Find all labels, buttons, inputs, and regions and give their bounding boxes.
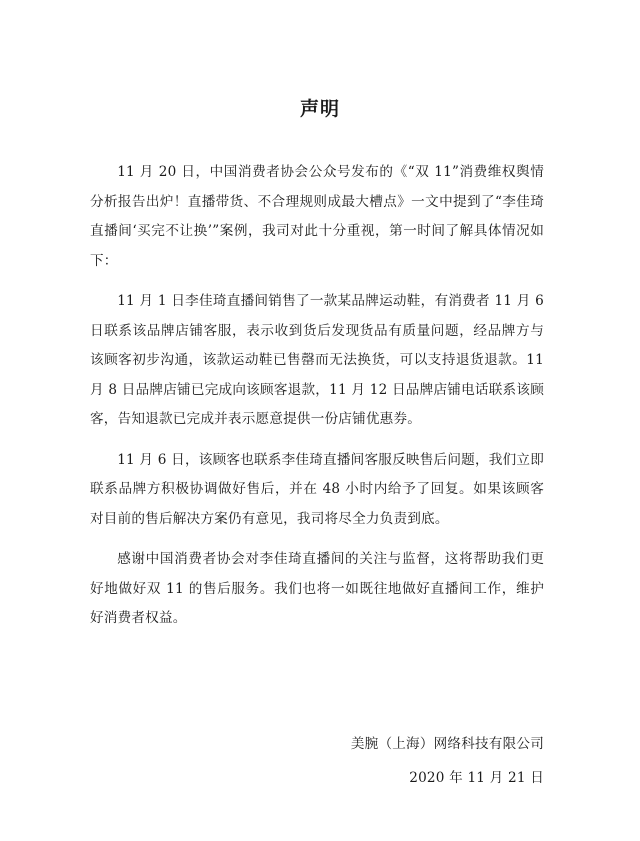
signature-date: 2020 年 11 月 21 日 [409,770,544,786]
signature-company: 美腕（上海）网络科技有限公司 [350,736,544,752]
paragraph-sales-details: 11 月 1 日李佳琦直播间销售了一款某品牌运动鞋，有消费者 11 月 6 日联系该品牌店铺客服，表示收到货后发现货品有质量问题，经品牌方与该顾客初步沟通，该款运动鞋已售罄而无法换货，可以支持退货退款。11 月 8 日品牌店铺已完成向该顾客退款，11 月 12 日品牌店铺电话联系该顾客，告知退款已完成并表示愿意提供一份店铺优惠券。 [90,293,544,427]
paragraph-intro: 11 月 20 日，中国消费者协会公众号发布的《“双 11”消费维权舆情分析报告出炉！直播带货、不合理规则成最大槽点》一文中提到了“李佳琦直播间‘买完不让换’”案例，我司对此十分重视，第一时间了解具体情况如下： [90,164,544,269]
document-title: 声明 [299,98,340,120]
paragraph-customer-service: 11 月 6 日，该顾客也联系李佳琦直播间客服反映售后问题，我们立即联系品牌方积极协调做好售后，并在 48 小时内给予了回复。如果该顾客对目前的售后解决方案仍有意见，我司将尽全力负责到底。 [90,451,544,527]
paragraph-thanks: 感谢中国消费者协会对李佳琦直播间的关注与监督，这将帮助我们更好地做好双 11 的售后服务。我们也将一如既往地做好直播间工作，维护好消费者权益。 [90,551,544,626]
document-body [90,158,544,645]
